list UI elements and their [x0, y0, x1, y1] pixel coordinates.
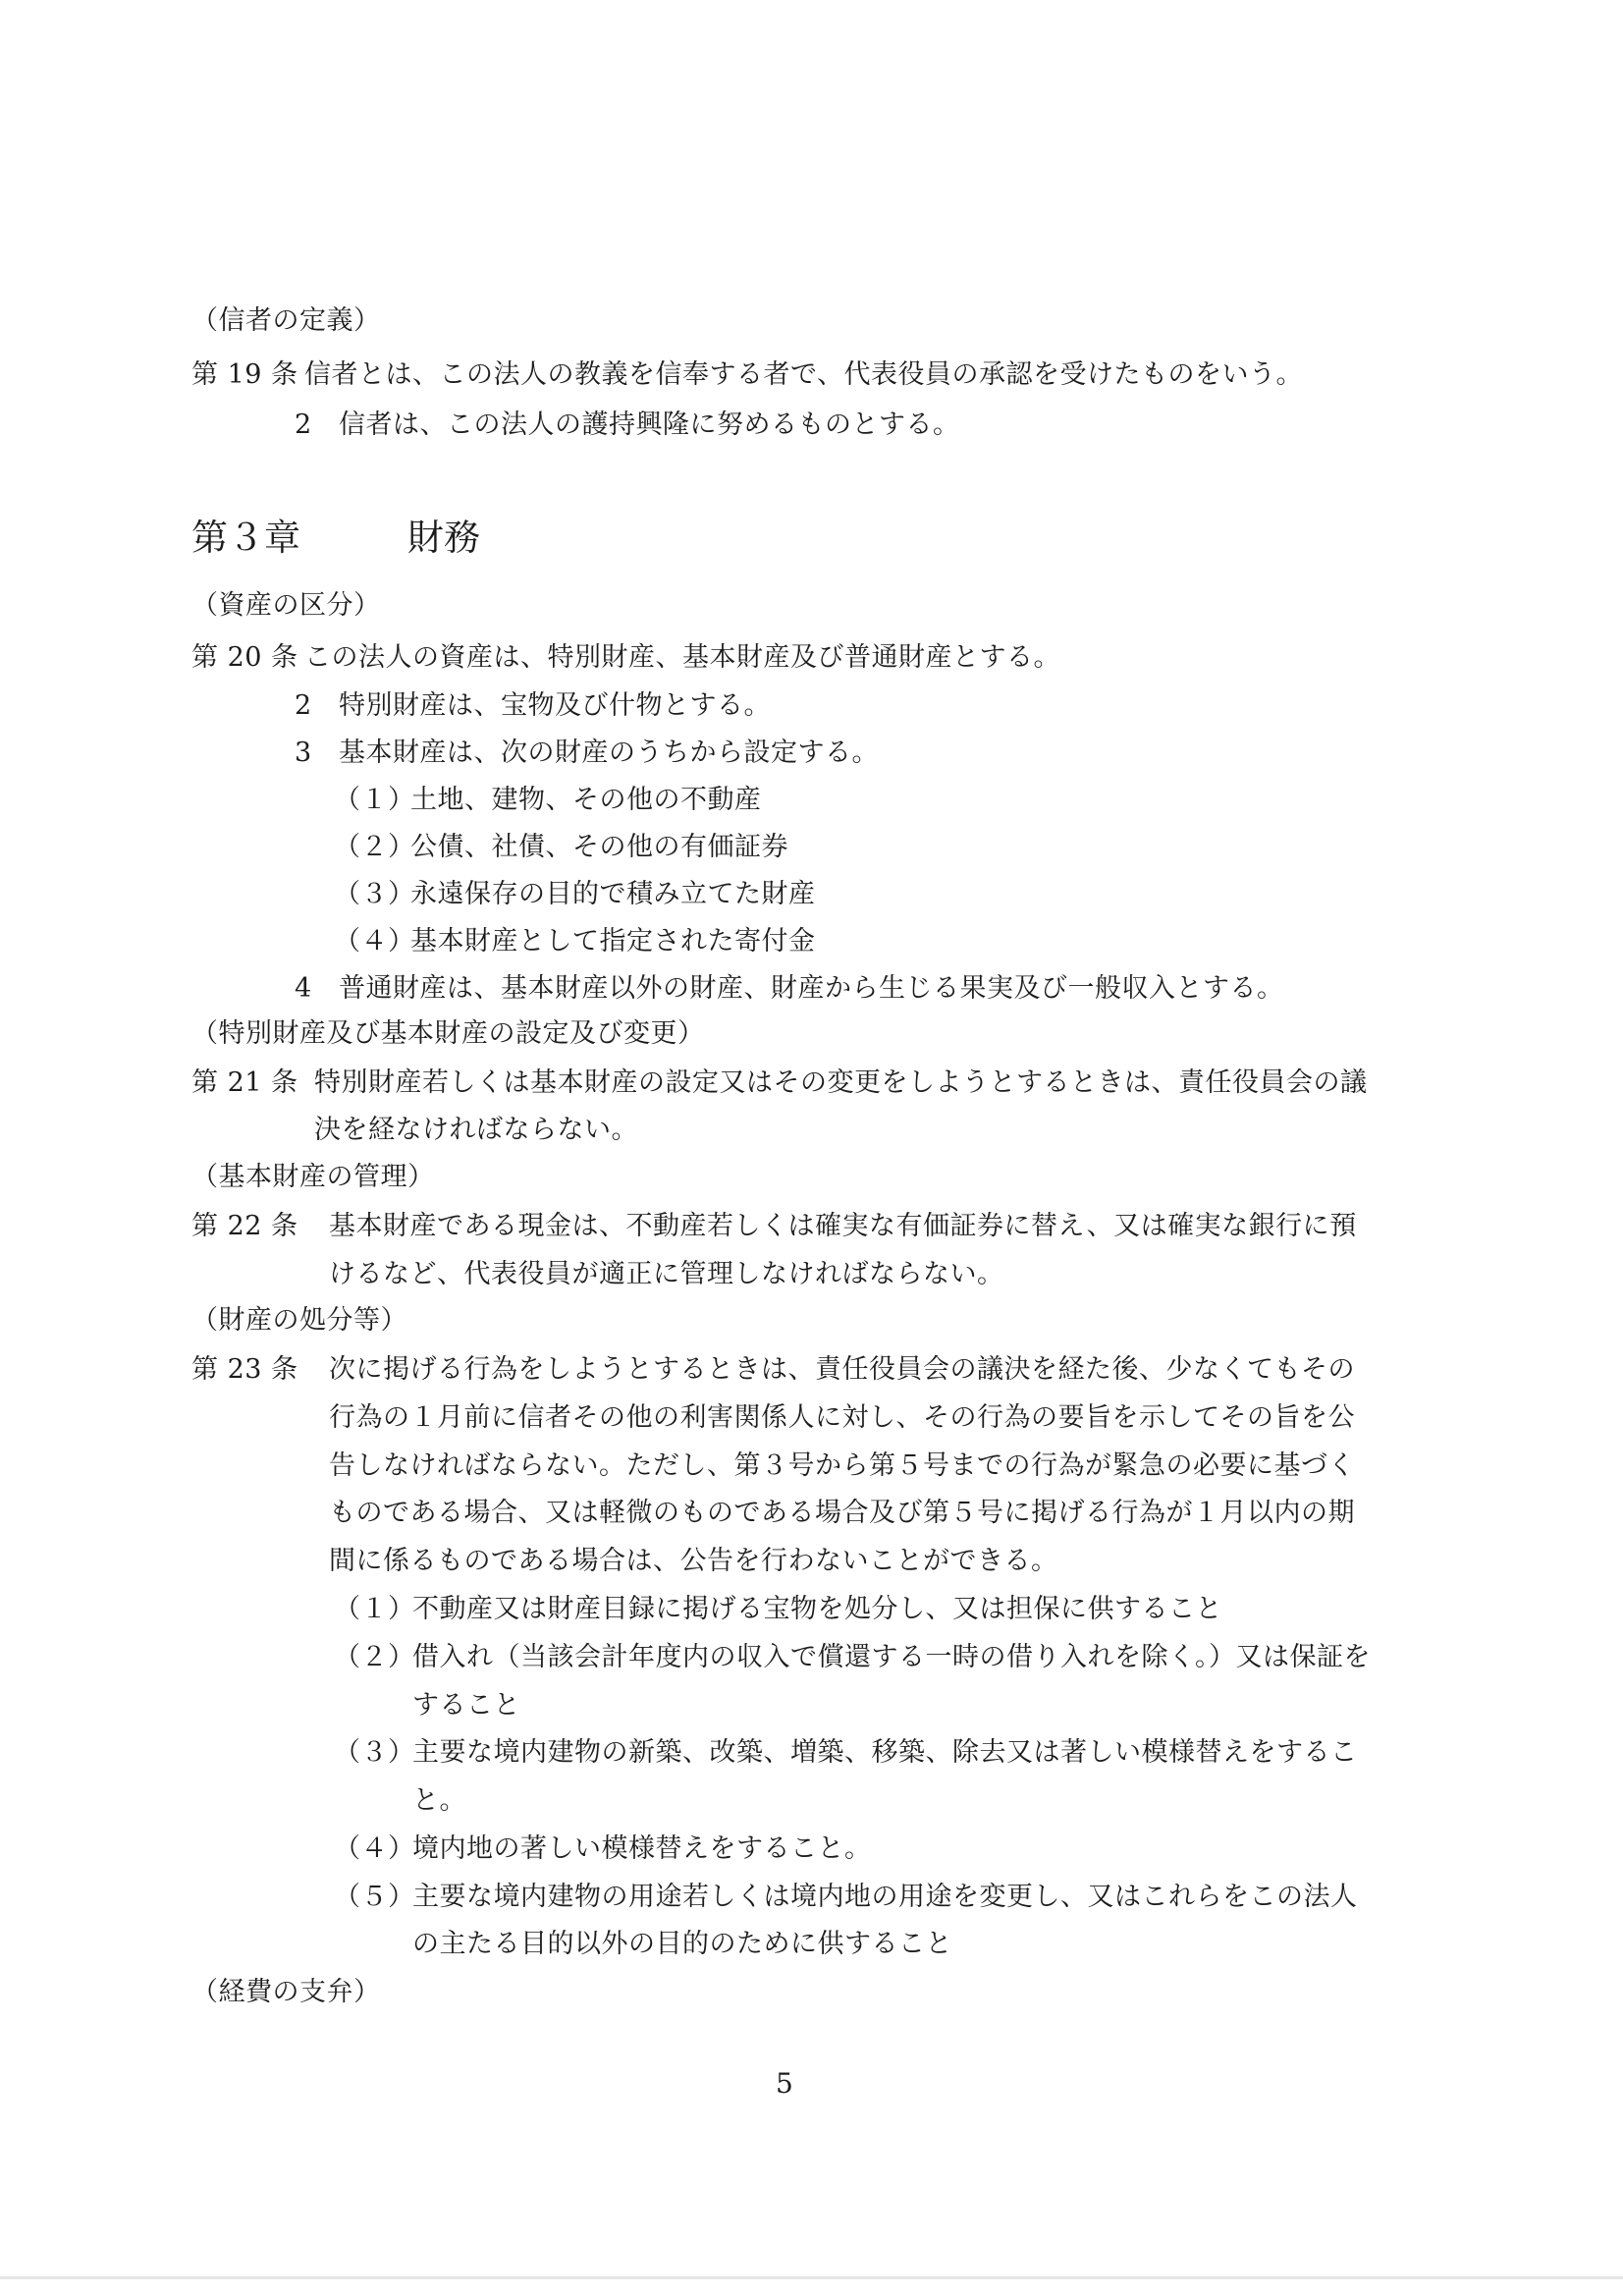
- paragraph-text: 普通財産は、基本財産以外の財産、財産から生じる果実及び一般収入とする。: [339, 973, 1284, 1004]
- item-number: （３）: [334, 879, 415, 909]
- item-text: 公債、社債、その他の有価証券: [410, 832, 788, 862]
- article-20-item: [334, 831, 788, 864]
- article-22-heading: （基本財産の管理）: [191, 1162, 435, 1192]
- paragraph-text: 特別財産は、宝物及び什物とする。: [339, 690, 771, 721]
- article-19-line: [191, 358, 1303, 392]
- article-19-label: 第 19 条: [191, 359, 298, 390]
- scan-edge-divider: [0, 2276, 1623, 2279]
- article-21-heading: （特別財産及び基本財産の設定及び変更）: [191, 1018, 705, 1049]
- paragraph-text: 基本財産は、次の財産のうちから設定する。: [339, 738, 879, 768]
- article-23-line: [191, 1353, 1355, 1387]
- article-22-text-line-1: 基本財産である現金は、不動産若しくは確実な有価証券に替え、又は確実な銀行に預: [329, 1211, 1357, 1241]
- item-text: 不動産又は財産目録に掲げる宝物を処分し、又は担保に供すること: [412, 1594, 1222, 1624]
- article-20-paragraph-3: [295, 737, 879, 770]
- page-number: 5: [776, 2067, 793, 2100]
- article-21-line: [191, 1066, 1368, 1100]
- item-text: 主要な境内建物の新築、改築、増築、移築、除去又は著しい模様替えをするこ: [412, 1737, 1358, 1768]
- item-text-continuation: と。: [412, 1785, 466, 1816]
- article-20-text: この法人の資産は、特別財産、基本財産及び普通財産とする。: [304, 642, 1060, 673]
- article-21-text-line-1: 特別財産若しくは基本財産の設定又はその変更をしようとするときは、責任役員会の議: [314, 1067, 1368, 1098]
- item-number: （１）: [334, 1594, 415, 1624]
- paragraph-number: 2: [295, 410, 312, 440]
- article-20-line: [191, 641, 1060, 675]
- article-23-text-line-3: 告しなければならない。ただし、第３号から第５号までの行為が緊急の必要に基づく: [329, 1450, 1355, 1481]
- item-number: （５）: [334, 1882, 415, 1912]
- item-number: （３）: [334, 1737, 415, 1768]
- article-21-label: 第 21 条: [191, 1067, 298, 1098]
- item-text: 主要な境内建物の用途若しくは境内地の用途を変更し、又はこれらをこの法人: [412, 1882, 1358, 1912]
- article-20-heading: （資産の区分）: [191, 590, 381, 621]
- item-text-continuation: の主たる目的以外の目的のために供すること: [412, 1929, 952, 1959]
- article-23-text-line-1: 次に掲げる行為をしようとするときは、責任役員会の議決を経た後、少なくてもその: [329, 1354, 1355, 1385]
- item-number: （２）: [334, 1642, 415, 1672]
- chapter-heading: [191, 516, 480, 561]
- item-text: 土地、建物、その他の不動産: [410, 785, 762, 815]
- article-23-text-line-2: 行為の１月前に信者その他の利害関係人に対し、その行為の要旨を示してその旨を公: [329, 1402, 1355, 1433]
- article-19-text: 信者とは、この法人の教義を信奉する者で、代表役員の承認を受けたものをいう。: [304, 359, 1303, 390]
- article-23-item: [334, 1832, 872, 1866]
- article-22-line: [191, 1210, 1357, 1243]
- item-text: 基本財産として指定された寄付金: [410, 926, 816, 957]
- item-text-continuation: すること: [412, 1690, 520, 1721]
- article-24-heading: （経費の支弁）: [191, 1977, 381, 2007]
- article-23-heading: （財産の処分等）: [191, 1305, 407, 1336]
- article-22-text-line-2: けるなど、代表役員が適正に管理しなければならない。: [329, 1259, 1004, 1289]
- article-19-paragraph-2: [295, 409, 960, 442]
- article-20-paragraph-2: [295, 689, 771, 723]
- article-20-item: [334, 784, 762, 817]
- paragraph-number: 2: [295, 690, 312, 721]
- article-23-item: [334, 1881, 1358, 1914]
- article-23-item: [334, 1641, 1371, 1674]
- article-20-paragraph-4: [295, 972, 1284, 1006]
- item-number: （４）: [334, 1833, 415, 1864]
- item-text: 永遠保存の目的で積み立てた財産: [410, 879, 816, 909]
- article-23-item: [334, 1736, 1358, 1770]
- article-20-item: [334, 925, 816, 958]
- article-20-label: 第 20 条: [191, 642, 298, 673]
- item-number: （２）: [334, 832, 415, 862]
- article-22-label: 第 22 条: [191, 1211, 298, 1241]
- article-23-text-line-5: 間に係るものである場合は、公告を行わないことができる。: [329, 1546, 1058, 1576]
- article-23-item: [334, 1593, 1222, 1626]
- paragraph-number: 4: [295, 973, 312, 1004]
- article-21-text-line-2: 決を経なければならない。: [314, 1115, 638, 1145]
- chapter-title: 財務: [407, 517, 480, 559]
- item-text: 境内地の著しい模様替えをすること。: [412, 1833, 872, 1864]
- item-number: （４）: [334, 926, 415, 957]
- article-23-label: 第 23 条: [191, 1354, 298, 1385]
- item-number: （１）: [334, 785, 415, 815]
- article-23-text-line-4: ものである場合、又は軽微のものである場合及び第５号に掲げる行為が１月以内の期: [329, 1498, 1355, 1528]
- paragraph-number: 3: [295, 738, 312, 768]
- chapter-number: 第３章: [191, 517, 300, 559]
- item-text: 借入れ（当該会計年度内の収入で償還する一時の借り入れを除く。）又は保証を: [412, 1642, 1371, 1672]
- article-20-item: [334, 878, 816, 911]
- article-19-heading: （信者の定義）: [191, 305, 381, 336]
- paragraph-text: 信者は、この法人の護持興隆に努めるものとする。: [339, 410, 960, 440]
